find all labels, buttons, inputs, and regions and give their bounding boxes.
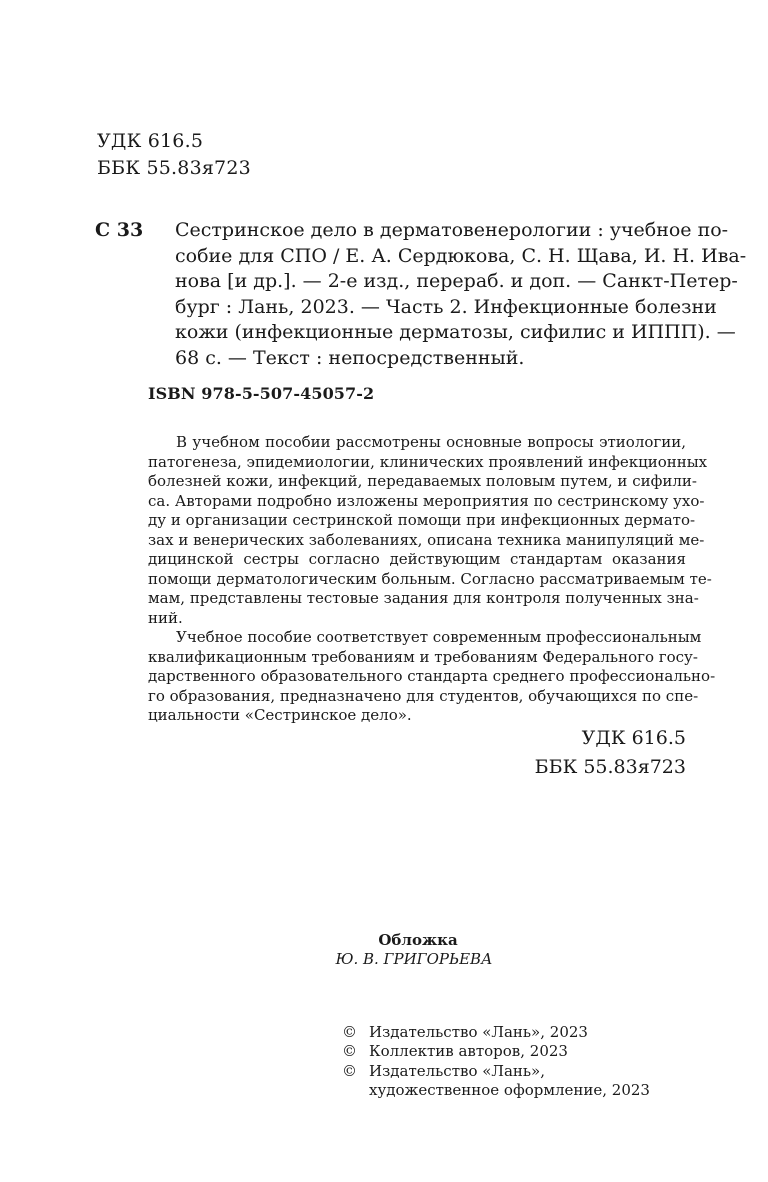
annotation-line: са. Авторами подробно изложены мероприятия по сестринскому ухо- <box>148 491 705 510</box>
biblio-line: 68 с. — Текст : непосредственный. <box>175 346 525 369</box>
udk-bbk-bottom <box>535 724 686 782</box>
annotation-line: ду и организации сестринской помощи при инфекционных дермато- <box>148 511 696 529</box>
annotation-line: зах и венерических заболеваниях, описана техника манипуляций ме- <box>148 530 705 549</box>
annotation <box>148 433 716 726</box>
copyright-text: Коллектив авторов, 2023 <box>369 1042 568 1061</box>
copyright-row <box>342 1062 650 1081</box>
copyright-icon: © <box>342 1023 357 1041</box>
biblio-line: кожи (инфекционные дерматозы, сифилис и ИППП). — <box>175 321 736 344</box>
annotation-line: квалификационным требованиям и требованиям Федерального госу- <box>148 647 698 666</box>
copyright-text: Издательство «Лань», <box>369 1061 546 1080</box>
bbk-code: ББК 55.83я723 <box>97 157 251 179</box>
copyright-icon: © <box>342 1061 357 1080</box>
copyright-text: Издательство «Лань», 2023 <box>369 1023 588 1041</box>
annotation-line: дарственного образовательного стандарта среднего профессионально- <box>148 667 716 685</box>
annotation-line: патогенеза, эпидемиологии, клинических проявлений инфекционных <box>148 452 708 471</box>
copyright-row <box>342 1042 650 1061</box>
udk-bbk-top <box>97 128 251 182</box>
udk-code: УДК 616.5 <box>97 130 204 152</box>
bibliographic-description <box>175 218 747 372</box>
udk-code: УДК 616.5 <box>581 727 686 749</box>
annotation-line: ний. <box>148 608 183 627</box>
biblio-line: нова [и др.]. — 2-е изд., перераб. и доп. — Санкт-Петер- <box>175 270 738 293</box>
cover-designer: Ю. В. ГРИГОРЬЕВА <box>335 950 493 968</box>
copyright-row <box>342 1081 650 1100</box>
annotation-line: дицинской сестры согласно действующим стандартам оказания <box>148 550 686 568</box>
biblio-line: бург : Лань, 2023. — Часть 2. Инфекционные болезни <box>175 295 717 318</box>
author-mark: С 33 <box>95 219 144 241</box>
annotation-line: В учебном пособии рассмотрены основные вопросы этиологии, <box>176 433 686 451</box>
annotation-line: го образования, предназначено для студентов, обучающихся по спе- <box>148 686 699 705</box>
annotation-line: циальности «Сестринское дело». <box>148 706 412 724</box>
bbk-code: ББК 55.83я723 <box>534 756 686 778</box>
copyright-text: художественное оформление, 2023 <box>369 1080 650 1099</box>
cover-label: Обложка <box>378 931 458 949</box>
annotation-line: помощи дерматологическим больным. Согласно рассматриваемым те- <box>148 569 712 588</box>
copyright-row <box>342 1023 650 1042</box>
annotation-line: болезней кожи, инфекций, передаваемых половым путем, и сифили- <box>148 472 697 490</box>
biblio-line: собие для СПО / Е. А. Сердюкова, С. Н. Щава, И. Н. Ива- <box>175 244 747 267</box>
annotation-line: Учебное пособие соответствует современным профессиональным <box>176 628 702 646</box>
copyright-block <box>342 1023 650 1100</box>
copyright-icon: © <box>342 1042 357 1061</box>
isbn: ISBN 978-5-507-45057-2 <box>148 384 375 403</box>
biblio-line: Сестринское дело в дерматовенерологии : учебное по- <box>175 219 729 241</box>
annotation-line: мам, представлены тестовые задания для контроля полученных зна- <box>148 589 699 607</box>
